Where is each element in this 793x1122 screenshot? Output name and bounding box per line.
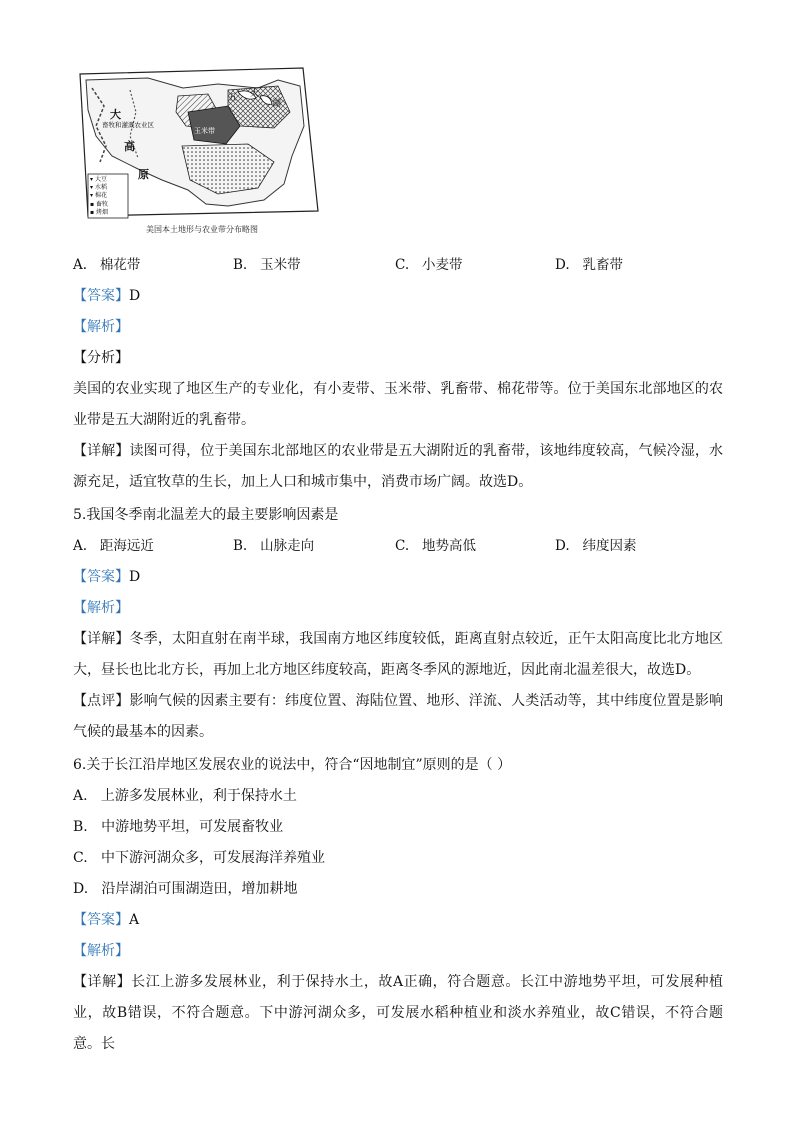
map-label-region: 玉米带 bbox=[194, 127, 215, 135]
q4-option-a: A. 棉花带 bbox=[73, 257, 141, 273]
q6-option-c: C. 中下游河湖众多，可发展海洋养殖业 bbox=[73, 850, 326, 866]
us-agriculture-map bbox=[78, 66, 323, 241]
map-legend bbox=[90, 176, 128, 217]
q5-comment: 【点评】影响气候的因素主要有：纬度位置、海陆位置、地形、洋流、人类活动等，其中纬度位置是影响气候的最基本的因素。 bbox=[73, 693, 724, 740]
q6-option-a: A. 上游多发展林业，利于保持水土 bbox=[73, 788, 297, 804]
q6-analysis-label: 【解析】 bbox=[73, 943, 129, 959]
q5-option-a: A. 距海远近 bbox=[73, 538, 154, 554]
q6-stem: 6.关于长江沿岸地区发展农业的说法中，符合“因地制宜”原则的是（ ） bbox=[73, 757, 512, 773]
map-caption: 美国本土地形与农业带分布略图 bbox=[146, 225, 258, 234]
legend-item: ▪ 畜牧 bbox=[90, 200, 109, 208]
q6-option-d: D. 沿岸湖泊可围湖造田，增加耕地 bbox=[73, 881, 298, 897]
q4-option-b: B. 玉米带 bbox=[233, 257, 301, 273]
q5-answer: 【答案】D bbox=[73, 569, 141, 585]
q4-option-c: C. 小麦带 bbox=[395, 257, 463, 273]
q5-detail: 【详解】冬季，太阳直射在南半球，我国南方地区纬度较低，距离直射点较近，正午太阳高度比北方地区大，昼长也比北方长，再加上北方地区纬度较高，距离冬季风的源地近，因此南北温差很大，故选D。 bbox=[73, 631, 724, 678]
map-label-gao: 高 bbox=[124, 140, 135, 153]
q4-detail: 【详解】读图可得，位于美国东北部地区的农业带是五大湖附近的乳畜带，该地纬度较高，气候冷湿，水源充足，适宜牧草的生长，加上人口和城市集中，消费市场广阔。故选D。 bbox=[73, 443, 724, 490]
q4-option-d: D. 乳畜带 bbox=[555, 257, 624, 273]
map-label-yuan: 原 bbox=[138, 168, 149, 181]
q4-fenxi-label: 【分析】 bbox=[73, 350, 129, 366]
q4-answer: 【答案】D bbox=[73, 288, 141, 304]
map-label-da: 大 bbox=[110, 108, 121, 121]
q5-stem: 5.我国冬季南北温差大的最主要影响因素是 bbox=[73, 507, 339, 523]
q6-answer: 【答案】A bbox=[73, 912, 140, 928]
legend-item: ▾ 大豆 bbox=[90, 176, 107, 183]
q4-fenxi-text: 美国的农业实现了地区生产的专业化，有小麦带、玉米带、乳畜带、棉花带等。位于美国东北部地区的农业带是五大湖附近的乳畜带。 bbox=[73, 381, 723, 428]
q6-detail: 【详解】长江上游多发展林业，利于保持水土，故A正确，符合题意。长江中游地势平坦，可发展种植业，故B错误，不符合题意。下中游河湖众多，可发展水稻种植业和淡水养殖业，故C错误，不符合题意。长 bbox=[73, 974, 723, 1052]
q5-analysis-label: 【解析】 bbox=[73, 600, 129, 616]
map-label-hu: 湖 bbox=[272, 99, 282, 109]
legend-item: ▾ 水稻 bbox=[90, 184, 107, 192]
q5-option-d: D. 纬度因素 bbox=[555, 538, 637, 554]
map-label-da2: 大 bbox=[250, 89, 260, 99]
legend-item: ▪ 烤烟 bbox=[90, 208, 109, 216]
legend-item: ▾ 棉花 bbox=[90, 192, 107, 200]
map-label-wu: 五 bbox=[228, 93, 238, 103]
q5-option-b: B. 山脉走向 bbox=[233, 538, 315, 554]
q4-analysis-label: 【解析】 bbox=[73, 319, 129, 335]
map-label-pasture: 畜牧和灌溉农业区 bbox=[102, 121, 154, 129]
q5-option-c: C. 地势高低 bbox=[395, 538, 477, 554]
q6-option-b: B. 中游地势平坦，可发展畜牧业 bbox=[73, 819, 284, 835]
